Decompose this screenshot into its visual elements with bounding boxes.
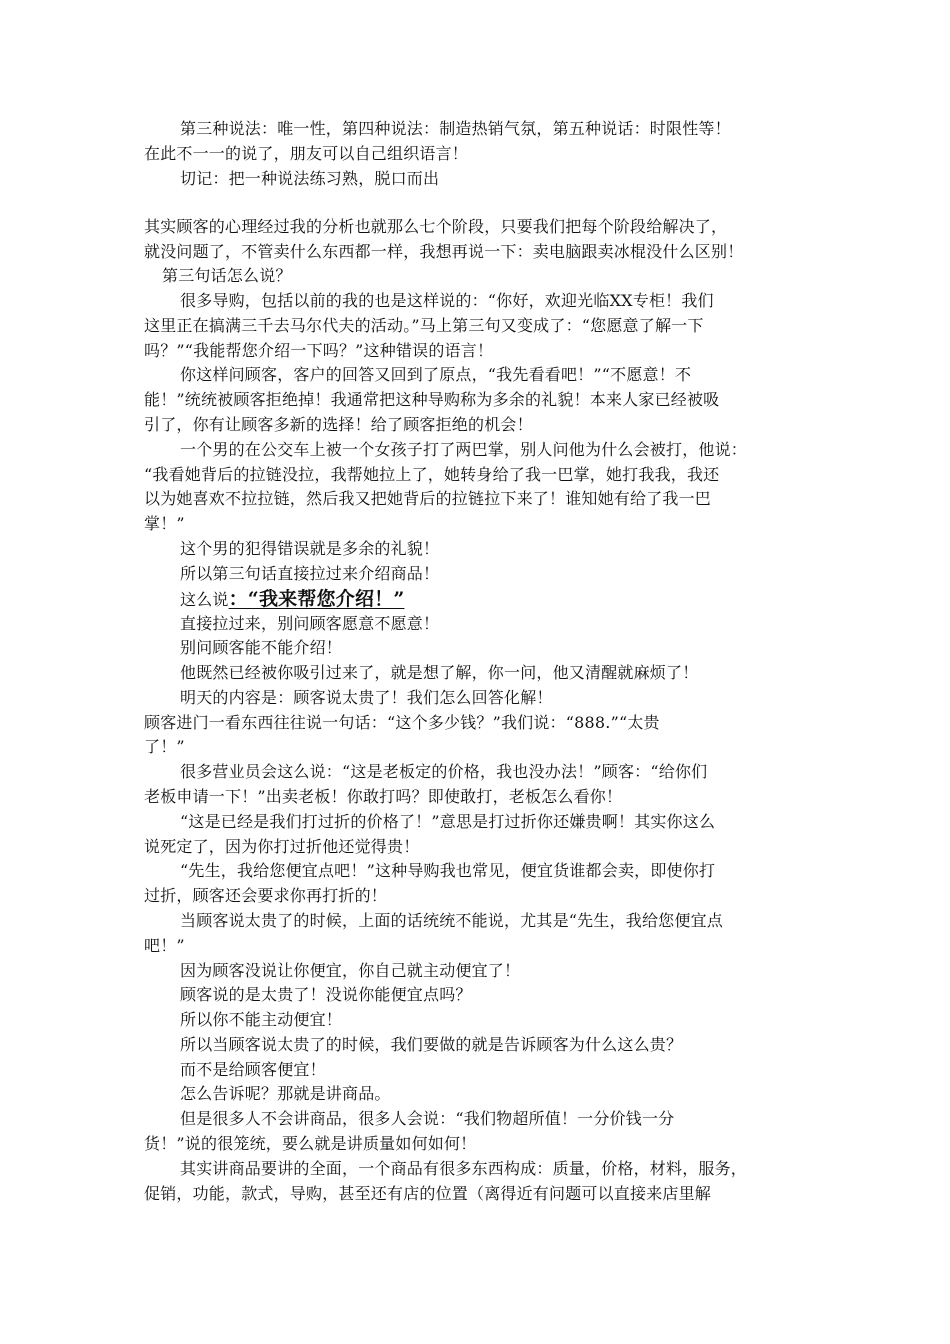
paragraph-line: 就没问题了，不管卖什么东西都一样，我想再说一下：卖电脑跟卖冰棍没什么区别！ (144, 242, 744, 261)
paragraph-line: 其实讲商品要讲的全面，一个商品有很多东西构成：质量，价格，材料，服务， (180, 1159, 748, 1178)
paragraph-line: 很多导购，包括以前的我的也是这样说的：“你好，欢迎光临XX专柜！我们 (180, 291, 714, 310)
paragraph-line: 其实顾客的心理经过我的分析也就那么七个阶段，只要我们把每个阶段给解决了， (144, 217, 728, 236)
paragraph-line: 老板申请一下！”出卖老板！你敢打吗？即使敢打，老板怎么看你！ (144, 787, 623, 806)
paragraph-line: 吗？”“我能帮您介绍一下吗？”这种错误的语言！ (144, 341, 494, 360)
paragraph-line: 这里正在搞满三千去马尔代夫的活动。”马上第三句又变成了：“您愿意了解一下 (144, 316, 704, 335)
paragraph-line: 以为她喜欢不拉拉链，然后我又把她背后的拉链拉下来了！谁知她有给了我一巴 (144, 489, 712, 508)
paragraph-line: 一个男的在公交车上被一个女孩子打了两巴掌，别人问他为什么会被打，他说： (180, 440, 748, 459)
paragraph-line: 但是很多人不会讲商品，很多人会说：“我们物超所值！一分价钱一分 (180, 1109, 675, 1128)
paragraph-line: 切记：把一种说法练习熟，脱口而出 (180, 169, 440, 188)
paragraph-line: 引了，你有让顾客多新的选择！给了顾客拒绝的机会！ (144, 415, 533, 434)
paragraph-line: 很多营业员会这么说：“这是老板定的价格，我也没办法！”顾客：“给你们 (180, 762, 708, 781)
paragraph-line: 直接拉过来，别问顾客愿意不愿意！ (180, 614, 440, 633)
paragraph-line: 顾客进门一看东西往往说一句话：“这个多少钱？”我们说：“888.”“太贵 (144, 713, 660, 732)
paragraph-line: 顾客说的是太贵了！没说你能便宜点吗？ (180, 985, 472, 1004)
paragraph-line: “这是已经是我们打过折的价格了！”意思是打过折你还嫌贵啊！其实你这么 (180, 812, 716, 831)
paragraph-line: 掌！” (144, 514, 185, 533)
paragraph-line: 他既然已经被你吸引过来了，就是想了解，你一问，他又清醒就麻烦了！ (180, 663, 699, 682)
paragraph-line: 促销，功能，款式，导购，甚至还有店的位置（离得近有问题可以直接来店里解 (144, 1184, 712, 1203)
paragraph-line: 因为顾客没说让你便宜，你自己就主动便宜了！ (180, 961, 521, 980)
paragraph-line: 所以当顾客说太贵了的时候，我们要做的就是告诉顾客为什么这么贵？ (180, 1035, 683, 1054)
paragraph-line: 当顾客说太贵了的时候，上面的话统统不能说，尤其是“先生，我给您便宜点 (180, 911, 723, 930)
paragraph-line: 吧！” (144, 936, 185, 955)
paragraph-line: “我看她背后的拉链没拉，我帮她拉上了，她转身给了我一巴掌，她打我我，我还 (144, 465, 720, 484)
paragraph-line: 这个男的犯得错误就是多余的礼貌！ (180, 539, 440, 558)
paragraph-line: 所以第三句话直接拉过来介绍商品！ (180, 564, 440, 583)
paragraph-line: 说死定了，因为你打过折他还觉得贵！ (144, 837, 420, 856)
paragraph-line: 了！” (144, 737, 185, 756)
paragraph-line: 第三种说法：唯一性，第四种说法：制造热销气氛，第五种说话：时限性等！ (180, 119, 731, 138)
section-heading: 第三句话怎么说？ (162, 266, 292, 285)
paragraph-line: “先生，我给您便宜点吧！”这种导购我也常见，便宜货谁都会卖，即使你打 (180, 861, 716, 880)
paragraph-line: 能！”统统被顾客拒绝掉！我通常把这种导购称为多余的礼貌！本来人家已经被吸 (144, 390, 720, 409)
paragraph-line: 明天的内容是：顾客说太贵了！我们怎么回答化解！ (180, 688, 553, 707)
paragraph-line: 过折，顾客还会要求你再打折的！ (144, 886, 388, 905)
paragraph-line: 怎么告诉呢？那就是讲商品。 (180, 1084, 391, 1103)
paragraph-line: 在此不一一的说了，朋友可以自己组织语言！ (144, 144, 469, 163)
quote-intro: 这么说 (180, 590, 229, 609)
paragraph-line: 你这样问顾客，客户的回答又回到了原点，“我先看看吧！”“不愿意！不 (180, 365, 692, 384)
paragraph-line (180, 588, 404, 610)
paragraph-line: 别问顾客能不能介绍！ (180, 638, 343, 657)
paragraph-line: 货！”说的很笼统，要么就是讲质量如何如何！ (144, 1134, 477, 1153)
paragraph-line: 所以你不能主动便宜！ (180, 1010, 343, 1029)
paragraph-line: 而不是给顾客便宜！ (180, 1060, 326, 1079)
key-phrase: ：“我来帮您介绍！” (228, 588, 405, 610)
